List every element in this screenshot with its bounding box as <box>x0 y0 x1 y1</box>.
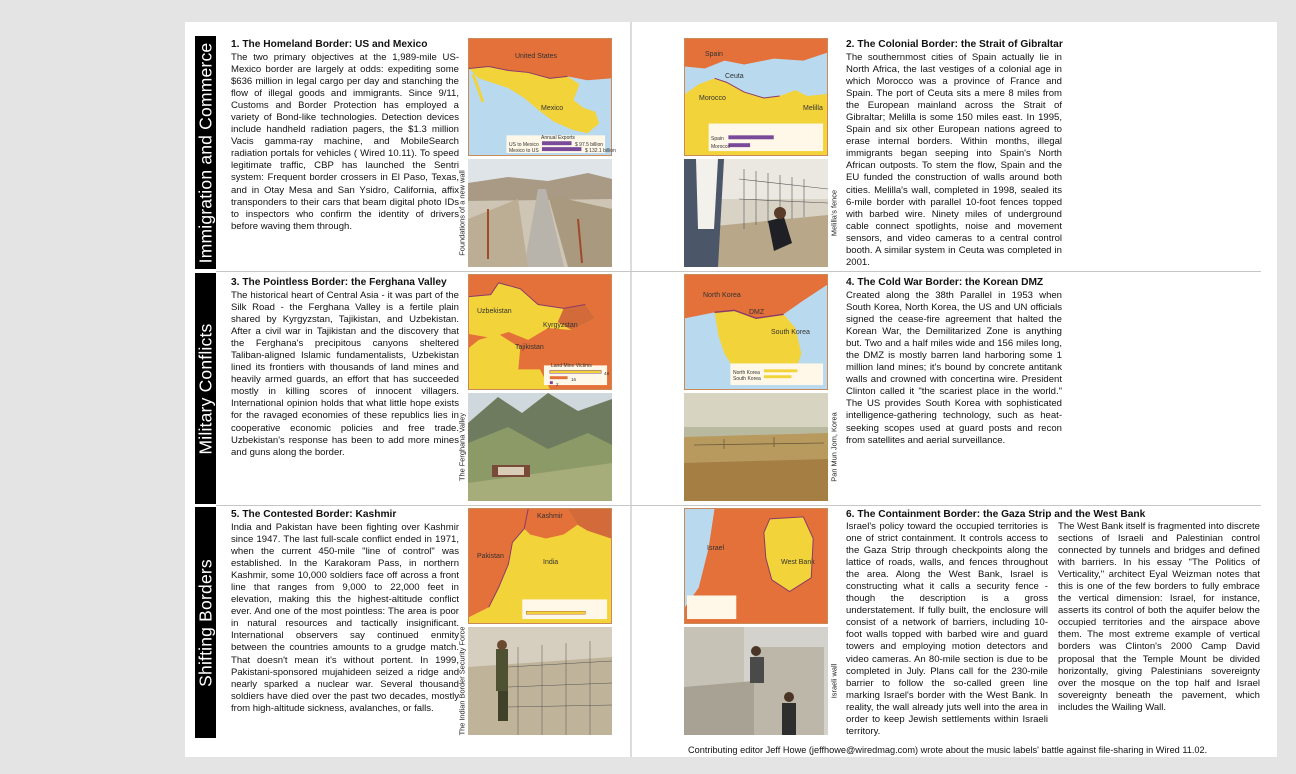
map-legend-row: Spain <box>711 136 724 142</box>
article-gaza-column-2 <box>1058 521 1260 714</box>
photo-caption: Pan Mun Jom, Korea <box>829 412 839 482</box>
map-label: DMZ <box>749 309 765 316</box>
article-gibraltar <box>846 39 1062 269</box>
map-kashmir <box>468 508 612 624</box>
photo-caption: Israeli wall <box>829 663 839 699</box>
map-label: India <box>543 559 559 566</box>
map-legend-value: $ 97.5 billion <box>575 142 604 148</box>
section-band-shifting <box>195 507 216 738</box>
row-divider <box>631 505 1261 506</box>
article-body: The historical heart of Central Asia - it was part of the Silk Road - the Ferghana Valley is a fertile plain shared by Kyrgyzstan, Tajikistan, and Uzbekistan. After a civil war in Tajikistan and the discovery that the Ferghana's precipitous canyons sheltered Taliban-aligned Islamic fundamentalists, Uzbekistan lined its frontiers with thousands of land mines and heavily armed guards, an effort that has succeeded mostly in killing scores of innocent villagers. International opinion holds that what little hope exists for the ravaged economies of these republics lies in cooperative economic policies and free trade. Uzbekistan's response has been to add more mines and guns along the border. <box>231 290 459 458</box>
map-legend-row: North Korea <box>733 370 760 376</box>
photo-israeli-wall <box>684 627 828 735</box>
map-legend-row: Mexico to US <box>509 148 539 154</box>
row-divider <box>216 271 631 272</box>
row-divider <box>216 505 631 506</box>
map-korea-dmz <box>684 274 828 390</box>
article-title: 6. The Containment Border: the Gaza Strip and the West Bank <box>846 509 1146 520</box>
map-gibraltar <box>684 38 828 156</box>
photo-caption: The Ferghana Valley <box>457 412 467 482</box>
map-label: Morocco <box>699 95 726 102</box>
map-legend-value: 16 <box>571 377 577 382</box>
section-label: Immigration and Commerce <box>195 42 215 263</box>
article-body: The two primary objectives at the 1,989-mile US-Mexico border are largely at odds: expediting some $636 million in legal cargo per day and stanching the flow of illegal goods and immigrants. Since 9/11, Customs and Border Protection has employed a variety of Bond-like technologies. Detection devices include handheld radiation pagers, the $1.3 million Vacis gamma-ray machine, and MobileSearch radiation portals for vehicles ( Wired 10.11). To speed legitimate traffic, CBP has launched the Sentri system: Frequent border crossers in El Paso, Texas, and in Otay Mesa and San Ysidro, California, affix transponders to their cars that beam digital photo IDs to inspectors who confirm the identity of drivers before waving them through. <box>231 52 459 232</box>
map-label: North Korea <box>703 292 741 299</box>
map-legend-row: US to Mexico <box>509 142 539 148</box>
map-legend-title: Annual Exports <box>541 135 575 141</box>
map-legend-row: Morocco <box>711 144 731 150</box>
photo-caption: Foundations of a new wall <box>457 170 467 256</box>
map-label: Melilla <box>803 105 823 112</box>
section-band-immigration <box>195 36 216 269</box>
article-title: 2. The Colonial Border: the Strait of Gibraltar <box>846 39 1063 50</box>
article-title: 3. The Pointless Border: the Ferghana Valley <box>231 277 447 288</box>
map-label: West Bank <box>781 559 815 566</box>
section-label: Shifting Borders <box>195 558 215 687</box>
map-label: Uzbekistan <box>477 308 512 315</box>
article-ferghana <box>231 277 459 459</box>
photo-pan-mun-jom <box>684 393 828 501</box>
section-band-military <box>195 273 216 504</box>
photo-caption: Melilla's fence <box>829 189 839 237</box>
article-korea-dmz <box>846 277 1062 447</box>
map-label: United States <box>515 53 558 60</box>
row-divider <box>631 271 1261 272</box>
map-legend-value: 2 <box>556 382 559 387</box>
map-legend-value: $ 132.1 billion <box>585 148 616 154</box>
map-label: Tajikistan <box>515 344 544 351</box>
article-gaza-column-1 <box>846 521 1048 738</box>
map-label: Mexico <box>541 105 564 112</box>
map-ferghana <box>468 274 612 390</box>
map-label: Kashmir <box>537 513 563 520</box>
article-body: Created along the 38th Parallel in 1953 when South Korea, North Korea, the US and UN officials signed the cease-fire agreement that halted the Korean War, the Demilitarized Zone is anything but. Two and a half miles wide and 156 miles long, the DMZ is mostly barren land harboring some 1 million land mines; it's bound by concrete antitank walls and crowned with concertina wire. President Clinton called it "the scariest place in the world." The US provides South Korea with sophisticated intelligence-gathering technology, such as heat-seeking scopes used at guard posts and recon from satellites and aerial surveillance. <box>846 290 1062 446</box>
map-gaza-west-bank <box>684 508 828 624</box>
map-legend-title: Land Mine Victims <box>551 363 592 369</box>
photo-ferghana-valley <box>468 393 612 501</box>
map-label: Spain <box>705 51 723 58</box>
map-label: Ceuta <box>725 73 744 80</box>
map-label: Kyrgyzstan <box>543 322 578 329</box>
map-label: South Korea <box>771 329 810 336</box>
article-title: 5. The Contested Border: Kashmir <box>231 509 397 520</box>
contributor-credit: Contributing editor Jeff Howe (jeffhowe@wiredmag.com) wrote about the music labels' battle against file-sharing in Wired 11.02. <box>688 745 1208 755</box>
map-legend-row: South Korea <box>733 376 761 382</box>
page-gutter <box>630 22 632 757</box>
article-body: Israel's policy toward the occupied territories is one of strict containment. It controls access to the Gaza Strip through checkpoints along the lattice of roads, walls, and fences throughout the area. Along the West Bank, Israel is constructing what it calls a security fence - though the description is a gross understatement. If fully built, the enclosure will consist of a network of barriers, including 10-foot walls topped with barbed wire and guard towers and employing motion detectors and video cameras. An 80-mile section is due to be completed in July. Plans call for the 230-mile barrier to follow the so-called green line marking Israel's border with the West Bank. In reality, the wall already juts well into the area in order to keep Jewish settlements within Israeli territory. <box>846 521 1048 737</box>
photo-melilla-fence <box>684 159 828 267</box>
article-body: India and Pakistan have been fighting over Kashmir since 1947. The last full-scale conflict ended in 1971, when the current 450-mile "line of control" was established. In the Karakoram Pass, in northern Kashmir, some 10,000 soldiers face off across a front line that ranges from 9,000 to 22,000 feet in elevation, making this the highest-altitude conflict ever. And one of the most pointless: The area is poor in natural resources and tactically insignificant. International observers say continued enmity between the countries amounts to a grudge match. That doesn't mean it's without portent. In 1999, Pakistani-sponsored mujahideen seized a ridge and nearly sparked a nuclear war. Several thousand soldiers have died over the past two decades, mostly from high-altitude sickness, avalanches, or falls. <box>231 522 459 714</box>
photo-border-wall-foundations <box>468 159 612 267</box>
article-kashmir <box>231 509 459 715</box>
article-title: 4. The Cold War Border: the Korean DMZ <box>846 277 1044 288</box>
article-body: The southernmost cities of Spain actually lie in North Africa, the last vestiges of a colonial age in which Morocco was a province of France and Spain. The port of Ceuta sits a mere 8 miles from the European mainland across the Strait of Gibraltar; Melilla is some 150 miles east. In 1995, Spain and six other European nations agreed to erase internal borders. Within months, illegal immigrants began seeping into Spain's North African outposts. To stem the flow, Spain and the EU funded the construction of walls around both cities. Melilla's wall, completed in 1998, sealed its 6-mile border with parallel 10-foot fences topped with barbed wire. Ninety miles of underground cable connect spotlights, noise and movement sensors, and video cameras to a central control booth. A similar system in Ceuta was completed in 2001. <box>846 52 1062 268</box>
section-label: Military Conflicts <box>195 323 215 454</box>
article-us-mexico <box>231 39 459 233</box>
article-body-continued: The West Bank itself is fragmented into discrete sections of Israeli and Palestinian control connected by tunnels and bridges and defined with barriers. In his essay "The Politics of Verticality," architect Eyal Weizman notes that this is one of the few borders to fully embrace the vertical dimension: Israel, for instance, asserts its control of both the aquifer below the occupied territories and the airspace above them. The most extreme example of vertical borders was Clinton's 2000 Camp David proposal that the Temple Mount be divided horizontally, giving Palestinians sovereignty over the mosque on the top half and Israel sovereignty beneath the pavement, which includes the Wailing Wall. <box>1058 521 1260 713</box>
map-us-mexico <box>468 38 616 156</box>
photo-indian-border-force <box>468 627 612 735</box>
map-label: Pakistan <box>477 553 504 560</box>
map-legend-value: 48 <box>604 371 610 376</box>
photo-caption: The Indian Border Security Force <box>457 626 467 736</box>
article-title: 1. The Homeland Border: US and Mexico <box>231 39 428 50</box>
map-label: Israel <box>707 545 725 552</box>
